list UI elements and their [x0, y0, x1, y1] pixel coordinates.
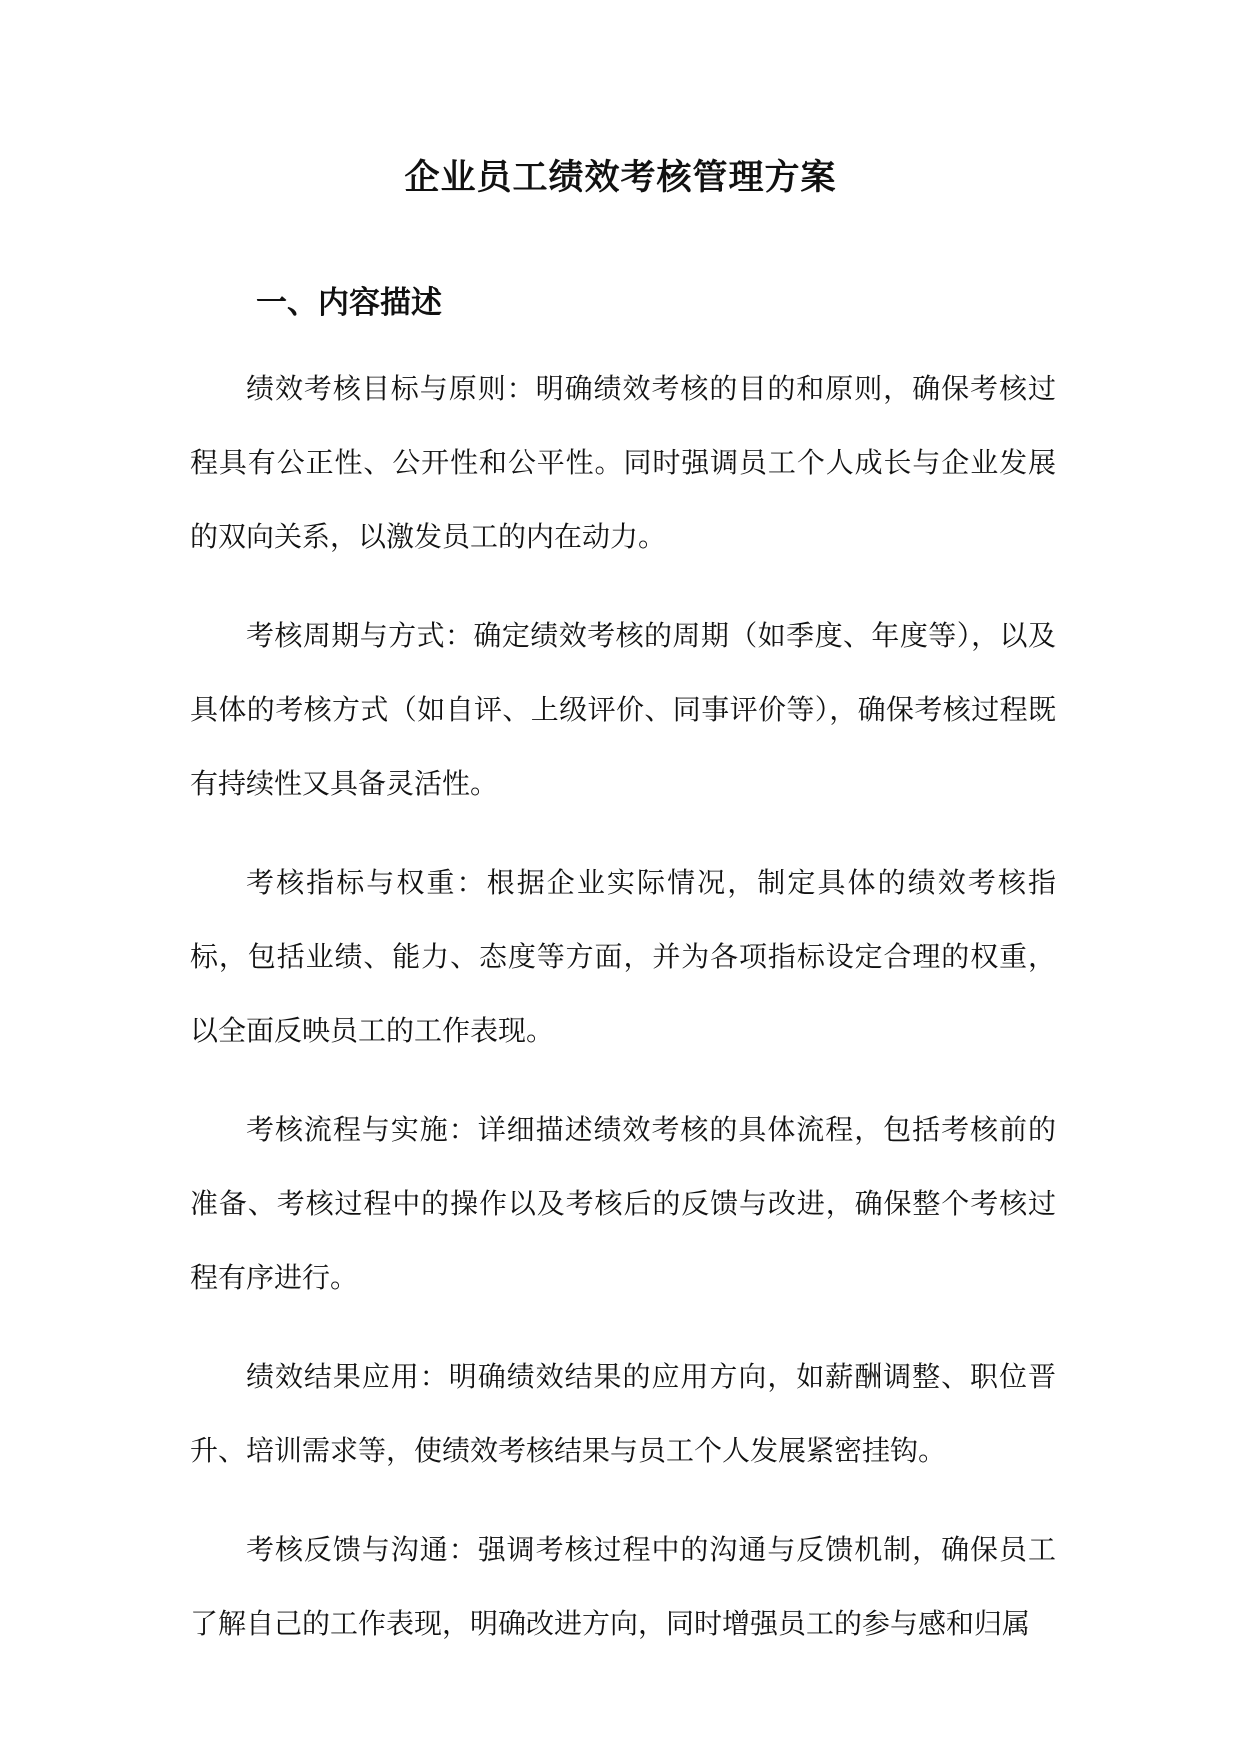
document-body	[190, 352, 1056, 1686]
paragraph-indicators-weights: 考核指标与权重：根据企业实际情况，制定具体的绩效考核指标，包括业绩、能力、态度等方面，并为各项指标设定合理的权重，以全面反映员工的工作表现。	[190, 866, 1056, 1047]
paragraph-results-application: 绩效结果应用：明确绩效结果的应用方向，如薪酬调整、职位晋升、培训需求等，使绩效考核结果与员工个人发展紧密挂钩。	[190, 1360, 1056, 1467]
paragraph-process-implementation: 考核流程与实施：详细描述绩效考核的具体流程，包括考核前的准备、考核过程中的操作以及考核后的反馈与改进，确保整个考核过程有序进行。	[190, 1113, 1056, 1294]
paragraph-feedback-communication: 考核反馈与沟通：强调考核过程中的沟通与反馈机制，确保员工了解自己的工作表现，明确改进方向，同时增强员工的参与感和归属	[190, 1533, 1056, 1640]
document-title: 企业员工绩效考核管理方案	[404, 157, 837, 198]
section-heading: 一、内容描述	[256, 285, 442, 321]
paragraph-cycle-method: 考核周期与方式：确定绩效考核的周期（如季度、年度等），以及具体的考核方式（如自评、上级评价、同事评价等），确保考核过程既有持续性又具备灵活性。	[190, 619, 1056, 800]
paragraph-goals-principles: 绩效考核目标与原则：明确绩效考核的目的和原则，确保考核过程具有公正性、公开性和公平性。同时强调员工个人成长与企业发展的双向关系，以激发员工的内在动力。	[190, 372, 1056, 553]
